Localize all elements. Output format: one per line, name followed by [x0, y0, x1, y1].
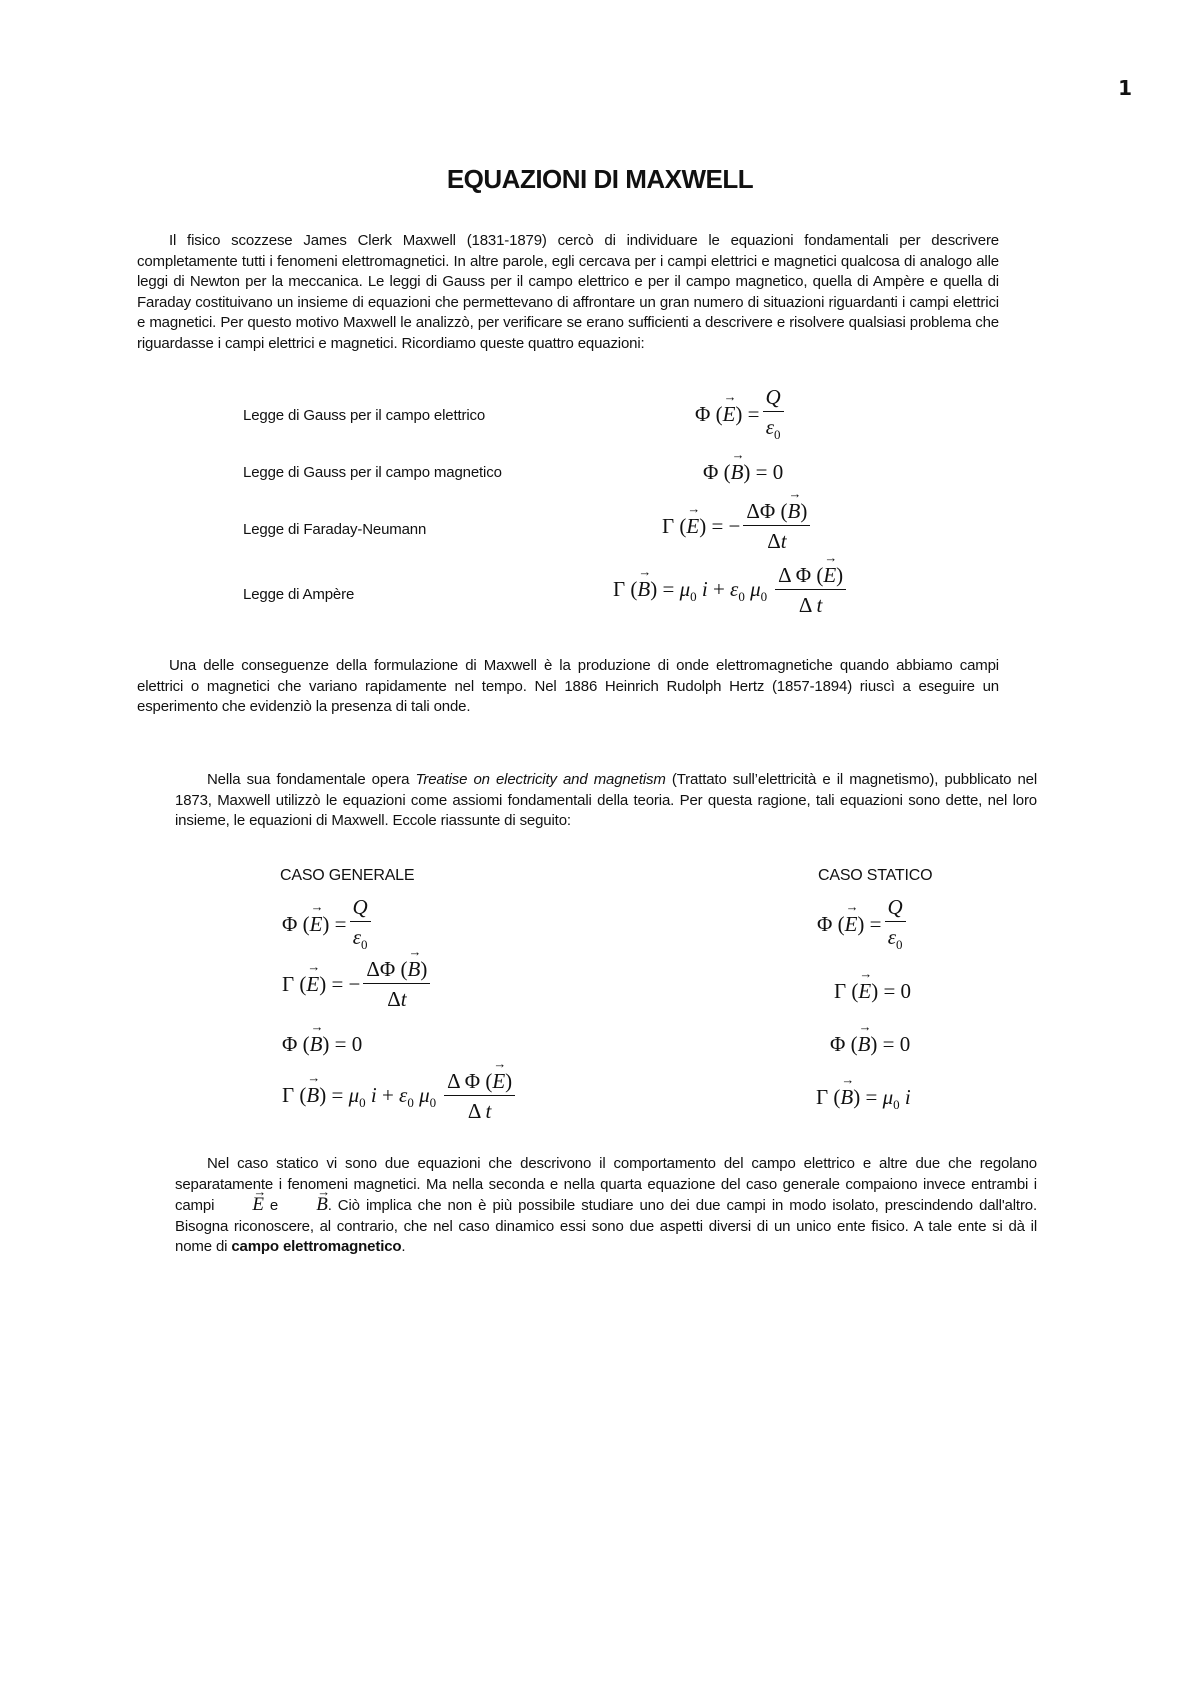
- vector-B-symbol: → B: [284, 1195, 327, 1216]
- static-equation-3: Φ (→ B) = 0: [830, 1032, 910, 1057]
- page-number: 1: [1118, 76, 1132, 100]
- static-equation-1: Φ (→ E) = $\frac{Q}{\varepsilon_0}$: [817, 896, 909, 953]
- closing-bold-term: campo elettromagnetico: [231, 1238, 402, 1255]
- vector-E-symbol: → E: [220, 1195, 263, 1216]
- general-equation-1: Φ (→ E) = $\frac{Q}{\varepsilon_0}$: [282, 896, 374, 953]
- closing-text-end: .: [401, 1238, 406, 1255]
- closing-text-2: . Ciò implica che non è più possibile studiare uno dei due campi in modo isolato, prescindendo dall'altro. Bisogna riconoscere, al contrario, che nel caso dinamico essi sono due aspetti diversi di un unico ente fisico. A tale ente si dà il nome di: [175, 1197, 1037, 1255]
- treatise-work-title: Treatise on electricity and magnetism: [415, 771, 666, 788]
- heading-static-case: CASO STATICO: [818, 867, 933, 884]
- static-equation-2: Γ (→ E) = 0: [834, 979, 911, 1004]
- treatise-text-after: (Trattato sull’elettricità e il magnetismo), pubblicato nel 1873, Maxwell utilizzò le equazioni come assiomi fondamentali della teoria. Per questa ragione, tali equazioni sono dette, nel loro insieme, le equazioni di Maxwell. Eccole riassunte di seguito:: [175, 771, 1038, 829]
- treatise-text-before: Nella sua fondamentale opera: [207, 771, 416, 788]
- general-equation-3: Φ (→ B) = 0: [282, 1032, 362, 1057]
- law-label-gauss-electric: Legge di Gauss per il campo elettrico: [243, 407, 486, 424]
- static-equation-4: Γ (→ $B) = \mu_0$ i: [816, 1085, 911, 1113]
- consequence-paragraph: Una delle conseguenze della formulazione di Maxwell è la produzione di onde elettromagnetiche quando abbiamo campi elettrici o magnetici che variano rapidamente nel tempo. Nel 1886 Heinrich Rudolph Hertz (1857-1894) riuscì a eseguire un esperimento che evidenziò la presenza di tali onde.: [137, 657, 999, 715]
- equation-gauss-electric: Φ (→ E) = $\frac{Q}{\varepsilon_0}$: [695, 386, 787, 443]
- closing-paragraph: [175, 1154, 1037, 1258]
- closing-text-1: Nel caso statico vi sono due equazioni che descrivono il comportamento del campo elettrico e altre due che regolano separatamente i fenomeni magnetici. Ma nella seconda e nella quarta equazione del caso generale compaiono invece entrambi i campi: [175, 1155, 1037, 1214]
- law-label-faraday-neumann: Legge di Faraday-Neumann: [243, 521, 427, 538]
- intro-paragraph: Il fisico scozzese James Clerk Maxwell (1831-1879) cercò di individuare le equazioni fondamentali per descrivere completamente tutti i fenomeni elettromagnetici. In altre parole, egli cercava per i campi elettrici e magnetici qualcosa di analogo alle leggi di Newton per la meccanica. Le leggi di Gauss per il campo elettrico e per il campo magnetico, quella di Ampère e quella di Faraday costituivano un insieme di equazioni che permettevano di affrontare un gran numero di situazioni riguardanti i campi elettrici e magnetici. Per questo motivo Maxwell le analizzò, per verificare se erano sufficienti a descrivere e risolvere qualsiasi problema che riguardasse i campi elettrici e magnetici. Ricordiamo queste quattro equazioni:: [137, 232, 999, 352]
- equation-faraday-neumann: Γ (→ E) = − $\frac{\Delta\Phi (\to B)}{\Delta t}$: [662, 500, 813, 553]
- law-label-ampere: Legge di Ampère: [243, 586, 355, 603]
- equation-gauss-magnetic: Φ (→ B) = 0: [703, 460, 783, 485]
- page-title: EQUAZIONI DI MAXWELL: [446, 164, 754, 194]
- general-equation-2: Γ (→ E) = − $\frac{\Delta\Phi (\to B)}{\Delta t}$: [282, 958, 433, 1011]
- law-label-gauss-magnetic: Legge di Gauss per il campo magnetico: [243, 464, 502, 481]
- closing-conjunction: e: [263, 1197, 285, 1214]
- treatise-paragraph: [175, 770, 1037, 832]
- equation-ampere: Γ (→ $B) = \mu_0$ $i + \varepsilon_0$ $\mu_0$ $\frac{\text{Δ Φ (→ E)}}{\text{Δ t}}$: [613, 564, 849, 617]
- general-equation-4: Γ (→ $B) = \mu_0$ $i + \varepsilon_0$ $\mu_0$ $\frac{\text{Δ Φ (→ E)}}{\text{Δ t}}$: [282, 1070, 518, 1123]
- heading-general-case: CASO GENERALE: [280, 867, 415, 884]
